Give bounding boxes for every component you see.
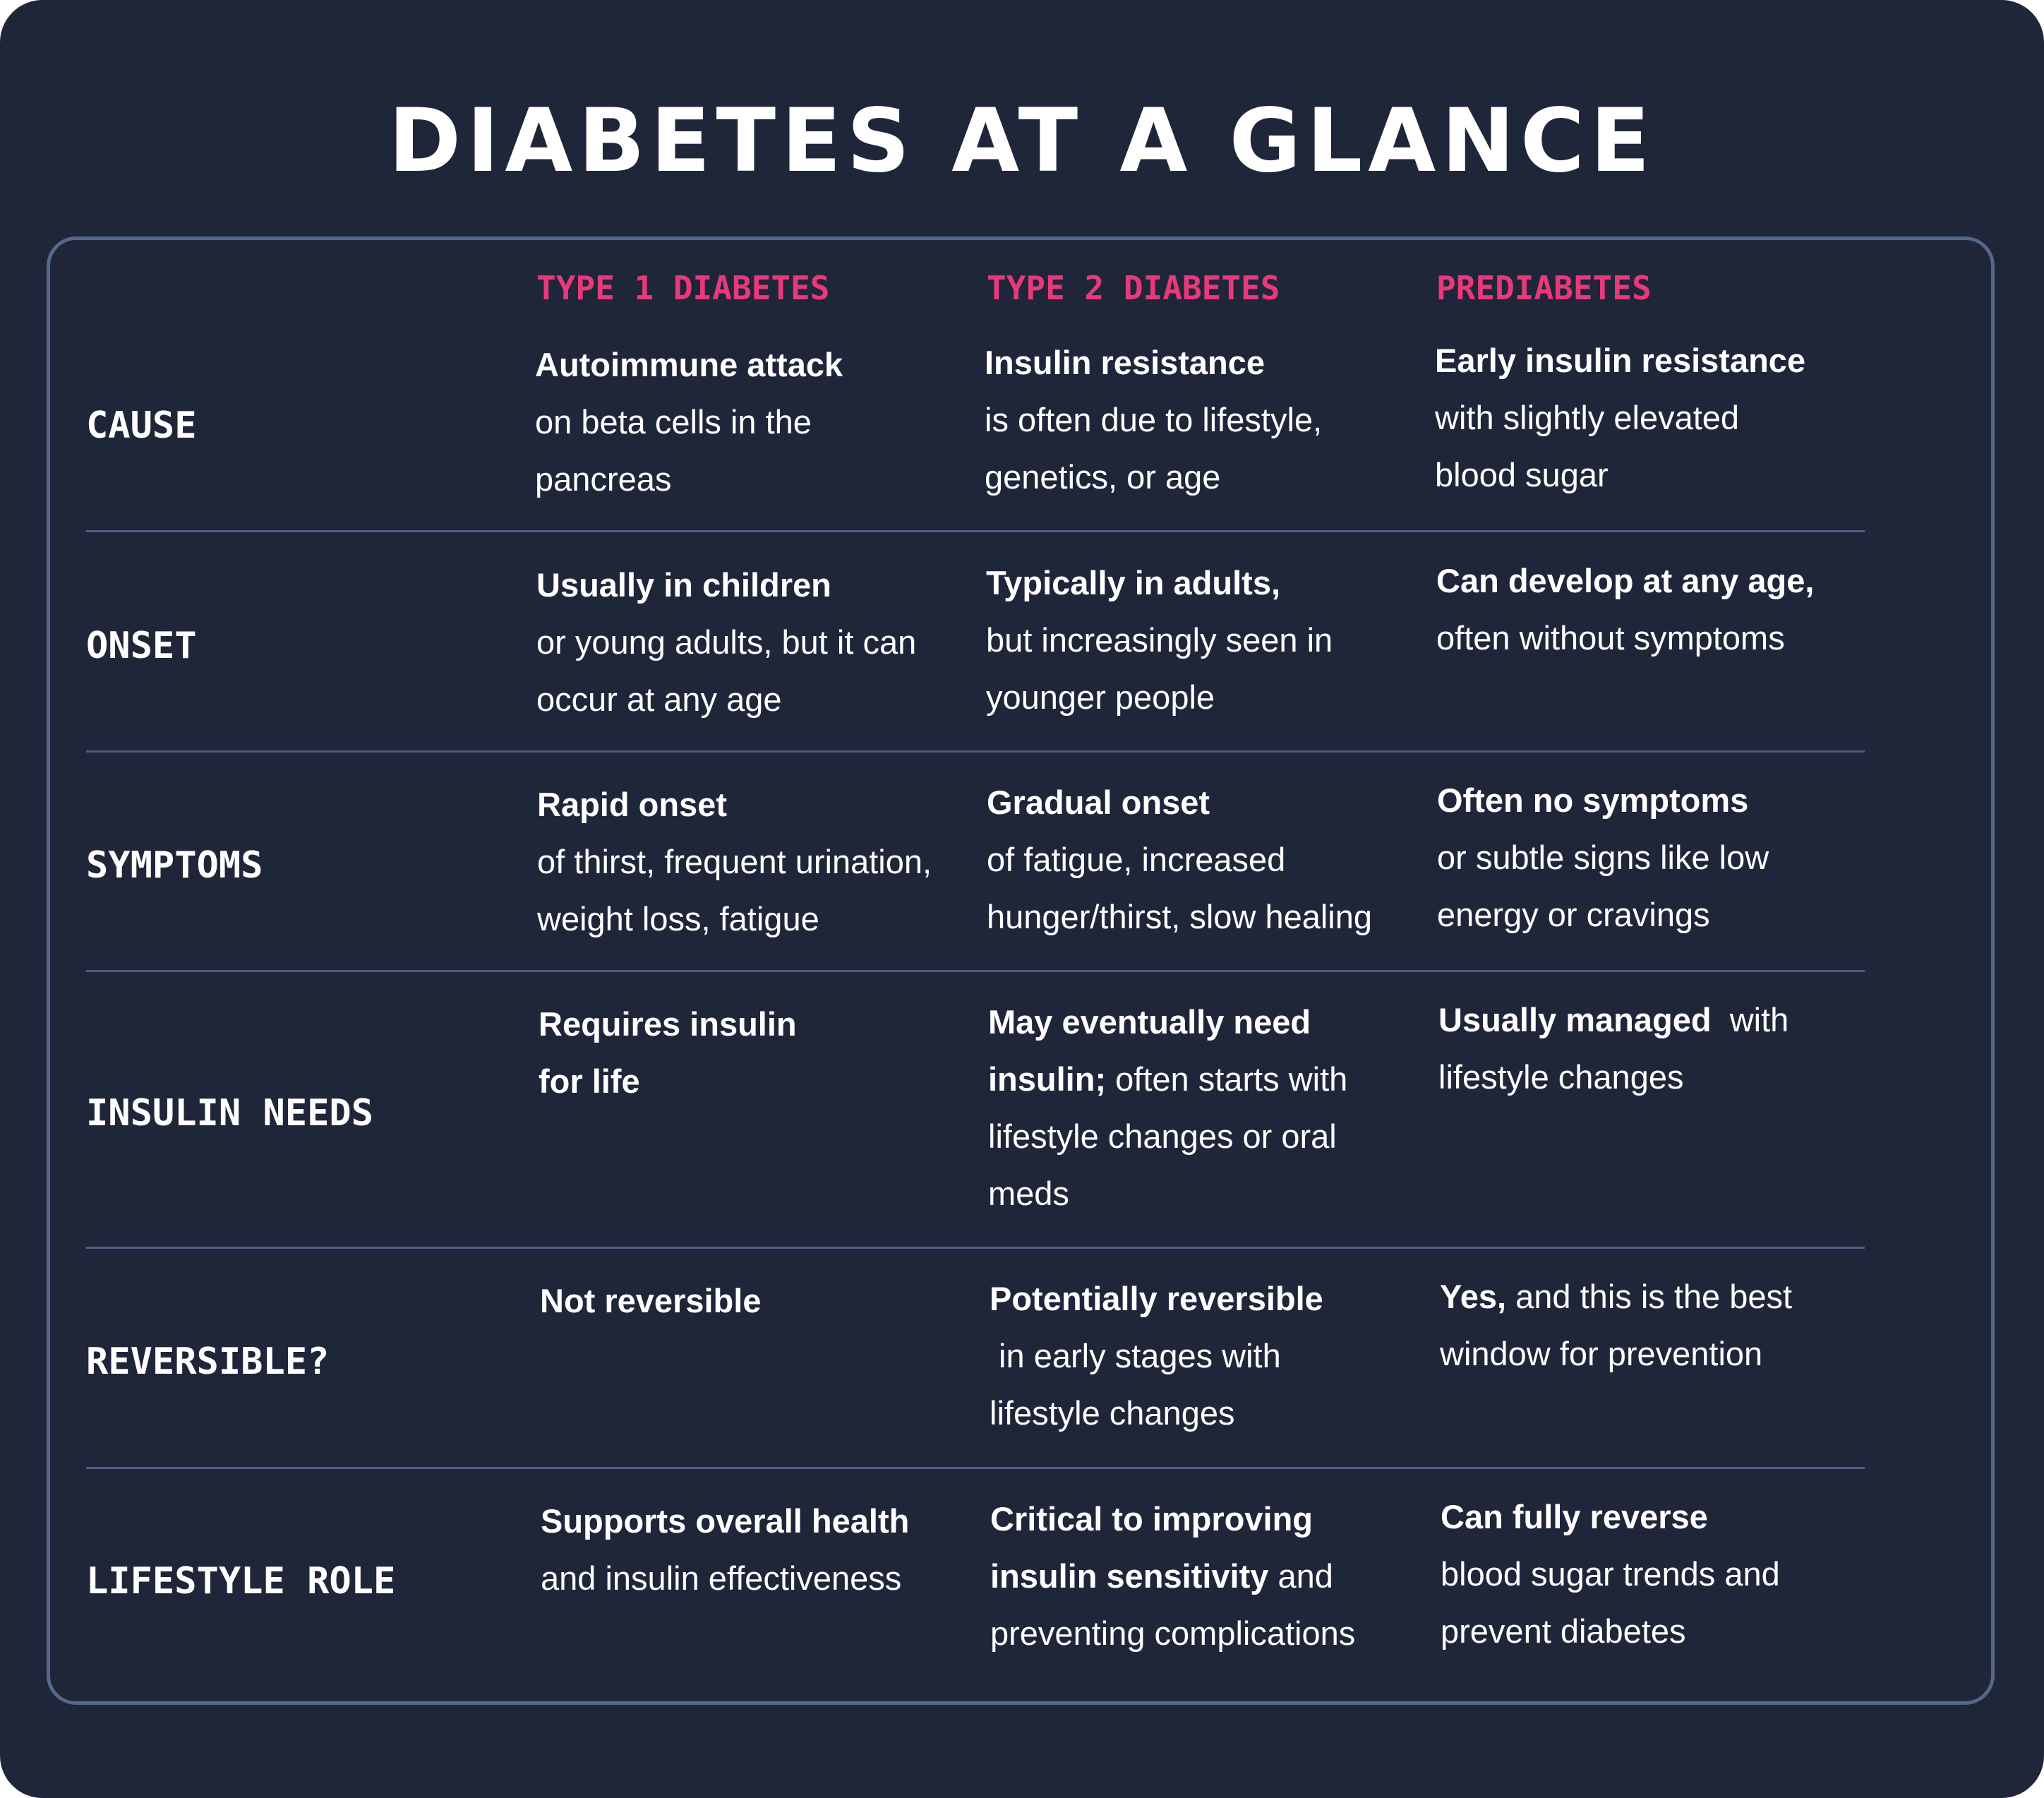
cell-text: hunger/thirst, slow healing bbox=[987, 898, 1373, 935]
cell-text: often starts with bbox=[1106, 1060, 1348, 1098]
cell-text: and this is the best bbox=[1506, 1278, 1793, 1315]
cell-bold-text: Critical to improving bbox=[990, 1500, 1313, 1538]
cell-bold-text: Usually managed bbox=[1438, 1001, 1712, 1038]
cell-text: weight loss, fatigue bbox=[537, 900, 819, 937]
cell-text: meds bbox=[988, 1175, 1069, 1212]
cell-bold-text: May eventually need bbox=[988, 1003, 1311, 1041]
cell-text: younger people bbox=[986, 678, 1215, 716]
row-divider bbox=[86, 530, 1865, 532]
table-cell-symptoms-type-1 bbox=[537, 776, 968, 947]
cell-bold-text: Potentially reversible bbox=[990, 1280, 1323, 1317]
table-cell-insulin-needs-prediabetes bbox=[1438, 991, 1869, 1105]
row-divider bbox=[86, 970, 1865, 972]
cell-text: often without symptoms bbox=[1436, 619, 1785, 657]
cell-text: window for prevention bbox=[1440, 1335, 1763, 1372]
cell-text: preventing complications bbox=[990, 1614, 1356, 1652]
cell-mixed-line bbox=[1440, 1268, 1870, 1325]
cell-mixed-line bbox=[1438, 991, 1869, 1048]
cell-text: and bbox=[1268, 1557, 1333, 1595]
cell-bold-text: Typically in adults, bbox=[986, 564, 1281, 601]
cell-text: but increasingly seen in bbox=[986, 621, 1333, 659]
cell-bold-text: Rapid onset bbox=[537, 786, 727, 823]
cell-mixed-line bbox=[988, 1050, 1419, 1108]
cell-text: blood sugar bbox=[1435, 456, 1609, 493]
table-cell-insulin-needs-type-2 bbox=[988, 993, 1419, 1222]
cell-bold-text: Autoimmune attack bbox=[535, 346, 843, 383]
cell-bold-text: Supports overall health bbox=[541, 1502, 910, 1540]
column-header-type-2: TYPE 2 DIABETES bbox=[987, 269, 1280, 307]
table-cell-insulin-needs-type-1 bbox=[539, 995, 969, 1110]
cell-text: or young adults, but it can bbox=[536, 623, 917, 661]
cell-text: lifestyle changes bbox=[1438, 1058, 1684, 1096]
cell-text: lifestyle changes or oral bbox=[988, 1117, 1337, 1155]
cell-text: is often due to lifestyle, bbox=[985, 401, 1323, 438]
cell-text: on beta cells in the bbox=[535, 403, 812, 440]
cell-text: lifestyle changes bbox=[990, 1394, 1235, 1432]
table-cell-symptoms-prediabetes bbox=[1437, 772, 1868, 943]
row-divider bbox=[86, 1247, 1865, 1249]
table-cell-cause-type-2 bbox=[985, 334, 1415, 505]
row-label-symptoms: SYMPTOMS bbox=[86, 844, 263, 887]
table-cell-reversible-type-2 bbox=[990, 1270, 1420, 1442]
cell-bold-text: for life bbox=[539, 1062, 640, 1100]
cell-bold-text: Can develop at any age, bbox=[1436, 562, 1815, 599]
table-cell-lifestyle-role-type-1 bbox=[541, 1492, 971, 1607]
cell-text: pancreas bbox=[535, 460, 672, 498]
cell-bold-text: Gradual onset bbox=[987, 784, 1210, 821]
cell-bold-text: insulin; bbox=[988, 1060, 1107, 1098]
cell-text: of fatigue, increased bbox=[987, 841, 1286, 878]
row-label-onset: ONSET bbox=[86, 625, 197, 667]
cell-text: occur at any age bbox=[536, 681, 782, 718]
cell-text: genetics, or age bbox=[985, 458, 1221, 496]
column-header-type-1: TYPE 1 DIABETES bbox=[536, 269, 830, 307]
table-cell-lifestyle-role-prediabetes bbox=[1441, 1488, 1871, 1660]
table-cell-onset-type-2 bbox=[986, 554, 1417, 726]
table-cell-onset-type-1 bbox=[536, 556, 967, 728]
table-cell-onset-prediabetes bbox=[1436, 552, 1867, 666]
table-cell-lifestyle-role-type-2 bbox=[990, 1490, 1421, 1662]
row-label-cause: CAUSE bbox=[86, 404, 197, 447]
table-cell-cause-type-1 bbox=[535, 336, 966, 508]
row-label-insulin-needs: INSULIN NEEDS bbox=[86, 1092, 373, 1134]
table-cell-cause-prediabetes bbox=[1435, 332, 1865, 503]
row-divider bbox=[86, 1467, 1865, 1469]
cell-mixed-line bbox=[990, 1547, 1421, 1605]
cell-text: of thirst, frequent urination, bbox=[537, 843, 932, 880]
cell-bold-text: Requires insulin bbox=[539, 1005, 797, 1043]
cell-bold-text: Not reversible bbox=[540, 1282, 762, 1319]
cell-bold-text: Insulin resistance bbox=[985, 344, 1266, 381]
cell-bold-text: Yes, bbox=[1440, 1278, 1507, 1315]
cell-text: with slightly elevated bbox=[1435, 399, 1740, 436]
page-title: DIABETES AT A GLANCE bbox=[388, 90, 1656, 192]
cell-text: blood sugar trends and bbox=[1441, 1555, 1780, 1593]
cell-text: and insulin effectiveness bbox=[541, 1559, 902, 1597]
cell-bold-text: Often no symptoms bbox=[1437, 781, 1749, 819]
cell-bold-text: Early insulin resistance bbox=[1435, 342, 1806, 379]
cell-text: or subtle signs like low bbox=[1437, 839, 1769, 876]
column-header-prediabetes: PREDIABETES bbox=[1436, 269, 1652, 307]
row-label-reversible: REVERSIBLE? bbox=[86, 1341, 330, 1383]
cell-bold-text: insulin sensitivity bbox=[990, 1557, 1269, 1595]
cell-bold-text: Can fully reverse bbox=[1441, 1498, 1708, 1535]
cell-bold-text: Usually in children bbox=[536, 566, 831, 604]
row-divider bbox=[86, 750, 1865, 753]
table-cell-reversible-type-1 bbox=[540, 1272, 970, 1329]
cell-text: energy or cravings bbox=[1437, 896, 1710, 933]
cell-text: in early stages with bbox=[990, 1337, 1281, 1374]
cell-text: prevent diabetes bbox=[1441, 1612, 1686, 1650]
table-cell-reversible-prediabetes bbox=[1440, 1268, 1870, 1382]
table-cell-symptoms-type-2 bbox=[987, 774, 1417, 945]
row-label-lifestyle-role: LIFESTYLE ROLE bbox=[86, 1560, 396, 1602]
cell-text: with bbox=[1711, 1001, 1789, 1038]
